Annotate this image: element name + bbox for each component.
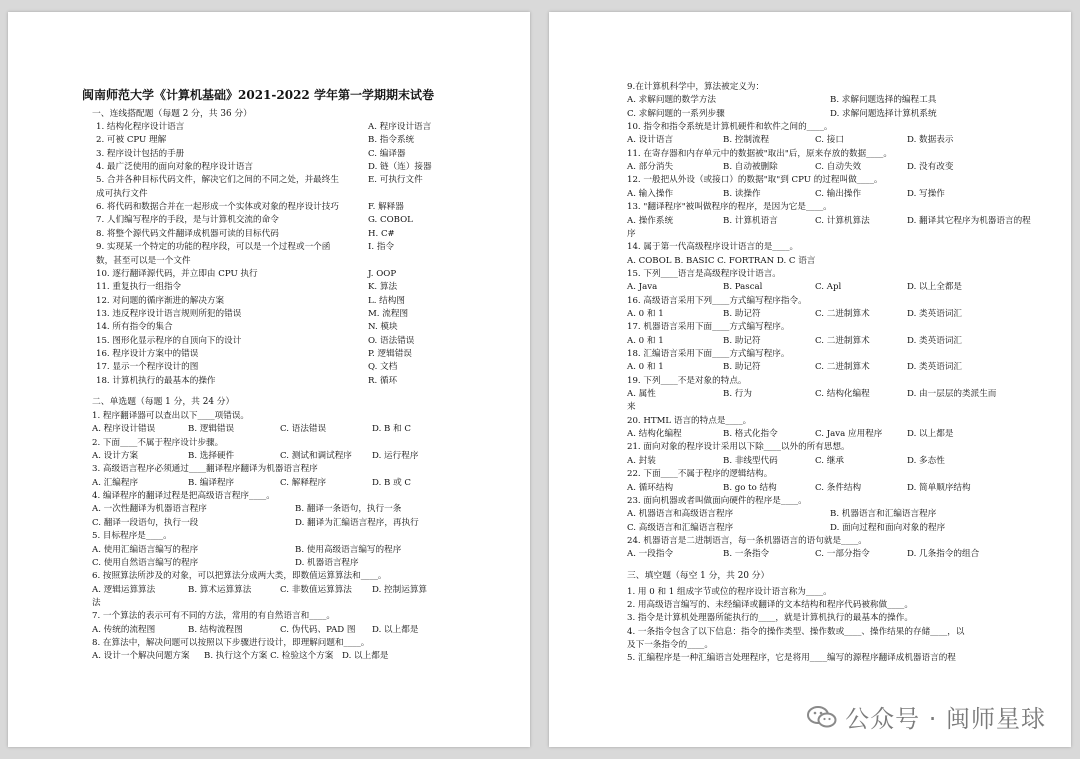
option-text: 12. 一般把从外设（或接口）的数据"取"到 CPU 的过程叫做____。 (627, 175, 883, 186)
option-text: A. 0 和 1 (627, 362, 664, 373)
option-text: C. 语法错误 (280, 424, 327, 435)
option-text: D. 类英语词汇 (907, 335, 963, 346)
matching-item-right: F. 解释器 (368, 202, 404, 213)
option-text: 5. 目标程序是____。 (92, 531, 172, 542)
matching-item-left: 18. 计算机执行的最基本的操作 (96, 375, 216, 386)
option-text: 10. 指令和指令系统是计算机硬件和软件之间的____。 (627, 122, 833, 133)
fill-blank-line: 2. 用高级语言编写的、未经编译或翻译的文本结构和程序代码被称做____。 (627, 599, 913, 610)
matching-item-right: L. 结构图 (368, 295, 405, 306)
matching-item-left: 15. 图形化显示程序的自顶向下的设计 (96, 335, 242, 346)
fill-blank-line: 3. 指令是计算机处理器所能执行的____，就是计算机执行的最基本的操作。 (627, 613, 913, 624)
matching-item-right: I. 指令 (368, 242, 395, 253)
option-text: D. B 和 C (372, 424, 411, 435)
option-text: B. 选择硬件 (188, 451, 235, 462)
option-text: 18. 汇编语言采用下面____方式编写程序。 (627, 349, 790, 359)
option-text: 6. 按照算法所涉及的对象，可以把算法分成两大类，即数值运算算法和____。 (92, 571, 387, 582)
matching-item-left: 14. 所有指令的集合 (96, 322, 173, 333)
option-text: A. 属性 (627, 389, 656, 400)
matching-item-right: H. C# (368, 228, 395, 239)
option-text: D. 以上都是 (342, 651, 389, 662)
option-text: 8. 在算法中，解决问题可以按照以下步骤进行设计，即理解问题和____。 (92, 637, 370, 648)
option-text: D. 运行程序 (372, 451, 419, 462)
option-text: D. 控制运算算 (372, 584, 428, 595)
option-text: C. 结构化编程 (815, 389, 870, 400)
matching-item-left: 13. 违反程序设计语言规则所犯的错误 (96, 308, 242, 319)
option-text: B. 逻辑错误 (188, 424, 235, 435)
option-text: D. 翻译为汇编语言程序，再执行 (295, 517, 419, 528)
matching-item-right: C. 编译器 (368, 148, 406, 159)
matching-item-right: B. 指令系统 (368, 135, 415, 146)
fill-blank-line: 5. 汇编程序是一种汇编语言处理程序，它是将用____编写的源程序翻译成机器语言的程 (627, 653, 956, 664)
option-text: D. 以上全都是 (907, 282, 963, 293)
option-text: D. 面向过程和面向对象的程序 (830, 522, 946, 533)
matching-item-right: A. 程序设计语言 (368, 122, 432, 132)
option-text: C. 二进制算术 (815, 308, 870, 319)
option-text: C. 翻译一段语句，执行一段 (92, 517, 199, 528)
option-text: C. 接口 (815, 135, 844, 146)
section-header-single-choice: 二、单选题（每题 1 分，共 24 分） (92, 397, 235, 407)
matching-item-right: K. 算法 (368, 282, 398, 293)
option-text: B. 助记符 (723, 308, 761, 319)
option-text: B. 助记符 (723, 362, 761, 373)
option-text: A. 循环结构 (627, 482, 674, 493)
option-text: 11. 在寄存器和内存单元中的数据被"取出"后，原来存放的数据____。 (627, 148, 892, 159)
option-text: C. 使用自然语言编写的程序 (92, 557, 199, 568)
option-text: C. 二进制算术 (815, 362, 870, 373)
option-text: A. 求解问题的数学方法 (627, 95, 717, 106)
option-text: 法 (92, 597, 101, 608)
option-text: 24. 机器语言是二进制语言，每一条机器语言的语句就是____。 (627, 535, 867, 546)
option-text: D. 由一层层的类派生而 (907, 389, 997, 400)
option-text: 22. 下面____不属于程序的逻辑结构。 (627, 469, 773, 480)
matching-item-left: 10. 逐行翻译源代码，并立即由 CPU 执行 (96, 268, 258, 279)
option-text: 23. 面向机器或者叫做面向硬件的程序是____。 (627, 495, 807, 506)
option-text: C. 继承 (815, 455, 844, 466)
option-text: 17. 机器语言采用下面____方式编写程序。 (627, 322, 790, 333)
option-text: 20. HTML 语言的特点是____。 (627, 415, 752, 426)
option-text: A. 封装 (627, 455, 656, 466)
option-text: A. 一段指令 (627, 549, 674, 560)
option-text: A. 设计一个解决问题方案 (92, 651, 190, 662)
option-text: C. 测试和调试程序 (280, 451, 352, 462)
option-text: B. 助记符 (723, 335, 761, 346)
option-text: B. 行为 (723, 389, 752, 400)
option-text: B. 编译程序 (188, 477, 235, 488)
option-text: A. 0 和 1 (627, 335, 664, 346)
matching-item-right: M. 流程图 (368, 308, 409, 319)
option-text: C. 非数值运算算法 (280, 584, 352, 595)
matching-item-left: 3. 程序设计包括的手册 (96, 148, 185, 159)
matching-item-right: P. 逻辑错误 (368, 348, 412, 359)
option-text: A. Java (627, 282, 658, 293)
option-text: 1. 程序翻译器可以查出以下____项错误。 (92, 411, 250, 421)
option-text: B. 使用高级语言编写的程序 (295, 544, 402, 555)
option-text: A. 一次性翻译为机器语言程序 (92, 504, 207, 515)
exam-title: 闽南师范大学《计算机基础》2021-2022 学年第一学期期末试卷 (82, 88, 434, 102)
option-text: A. 输入操作 (627, 188, 674, 199)
section-header-fill-blank: 三、填空题（每空 1 分，共 20 分） (627, 570, 770, 581)
option-text: D. 写操作 (907, 188, 945, 199)
option-text: B. 控制流程 (723, 135, 770, 146)
option-text: 9.在计算机科学中，算法被定义为： (627, 82, 765, 92)
option-text: 13. "翻译程序"被叫做程序的程序，是因为它是____。 (627, 202, 832, 213)
option-text: C. 自动失效 (815, 162, 862, 173)
matching-item-left: 5. 合并各种目标代码文件，解决它们之间的不同之处，并最终生 (96, 175, 339, 186)
option-text: D. 以上都是 (372, 624, 419, 635)
matching-item-left: 1. 结构化程序设计语言 (96, 122, 185, 132)
option-text: B. 计算机语言 (723, 215, 778, 226)
option-text: C. 求解问题的一系列步骤 (627, 108, 725, 119)
option-text: D. 几条指令的组合 (907, 549, 980, 560)
option-text: D. 类英语词汇 (907, 308, 963, 319)
option-text: C. 输出操作 (815, 188, 862, 199)
option-text: D. 以上都是 (907, 429, 954, 440)
option-text: 15. 下列____语言是高级程序设计语言。 (627, 268, 781, 279)
option-text: C. Apl (815, 282, 842, 293)
option-text: B. 机器语言和汇编语言程序 (830, 509, 937, 520)
option-text: B. 结构流程图 (188, 624, 243, 635)
option-text: 19. 下列____不是对象的特点。 (627, 375, 747, 386)
exam-page-left (8, 12, 530, 747)
option-text: 2. 下面____不属于程序设计步骤。 (92, 437, 224, 448)
option-text: D. 简单顺序结构 (907, 482, 971, 493)
option-text: C. 解释程序 (280, 477, 327, 488)
option-text: B. go to 结构 (723, 482, 777, 493)
option-text: A. 逻辑运算算法 (92, 584, 156, 595)
option-text: D. 类英语词汇 (907, 362, 963, 373)
option-text: 序 (627, 228, 636, 239)
option-text: C. Java 应用程序 (815, 429, 883, 440)
option-text: A. 设计语言 (627, 135, 674, 146)
option-text: 16. 高级语言采用下列____方式编写程序指令。 (627, 295, 807, 306)
option-text: A. 结构化编程 (627, 429, 682, 440)
fill-blank-line: 及下一条指令的____。 (627, 640, 713, 650)
watermark (807, 699, 1046, 734)
option-text: D. 数据表示 (907, 135, 954, 146)
matching-item-left: 17. 显示一个程序设计的图 (96, 362, 199, 373)
matching-item-right: E. 可执行文件 (368, 175, 423, 186)
option-text: A. 设计方案 (92, 451, 139, 462)
wechat-icon (807, 705, 837, 729)
matching-item-left: 6. 将代码和数据合并在一起形成一个实体或对象的程序设计技巧 (96, 202, 339, 213)
option-text: A. 程序设计错误 (92, 424, 156, 435)
option-text: A. 操作系统 (627, 215, 674, 226)
matching-item-right: R. 循环 (368, 375, 398, 386)
option-text: D. 没有改变 (907, 162, 954, 173)
option-text: B. 非线型代码 (723, 455, 778, 466)
matching-item-left: 7. 人们编写程序的手段，是与计算机交流的命令 (96, 215, 279, 226)
option-text: C. 二进制算术 (815, 335, 870, 346)
fill-blank-line: 1. 用 0 和 1 组成字节或位的程序设计语言称为____。 (627, 586, 832, 597)
matching-item-left: 8. 将整个源代码文件翻译成机器可读的目标代码 (96, 228, 279, 239)
option-text: B. 自动被删除 (723, 162, 778, 173)
matching-item-left: 4. 最广泛使用的面向对象的程序设计语言 (96, 162, 254, 173)
option-text: 3. 高级语言程序必须通过____翻译程序翻译为机器语言程序 (92, 464, 318, 475)
exam-page-right (549, 12, 1071, 747)
option-text: B. 算术运算算法 (188, 584, 252, 595)
option-text: C. 条件结构 (815, 482, 862, 493)
matching-item-left: 2. 可被 CPU 理解 (96, 135, 167, 146)
option-text: D. 求解问题选择计算机系统 (830, 108, 937, 119)
matching-item-right: Q. 文档 (368, 362, 398, 373)
option-text: D. 翻译其它程序为机器语言的程 (907, 215, 1031, 226)
matching-item-right: O. 语法错误 (368, 335, 415, 346)
option-text: 7. 一个算法的表示可有不同的方法，常用的有自然语言和____。 (92, 611, 335, 622)
option-text: B. Pascal (723, 282, 763, 293)
matching-item-left: 16. 程序设计方案中的错误 (96, 348, 199, 359)
fill-blank-line: 4. 一条指令包含了以下信息：指令的操作类型、操作数或____、操作结果的存储____，以 (627, 626, 965, 637)
option-text: B. 执行这个方案 C. 检验这个方案 (204, 651, 334, 662)
option-text: A. 0 和 1 (627, 308, 664, 319)
option-text: A. 汇编程序 (92, 477, 139, 488)
option-text: B. 格式化指令 (723, 429, 778, 440)
option-text: C. 伪代码、PAD 图 (280, 624, 356, 635)
option-text: 21. 面向对象的程序设计采用以下除____以外的所有思想。 (627, 442, 850, 453)
matching-item-right: N. 模块 (368, 322, 398, 333)
option-text: B. 一条指令 (723, 549, 770, 560)
matching-item-right: G. COBOL (368, 215, 413, 226)
option-text: D. 机器语言程序 (295, 557, 359, 568)
matching-item-left: 12. 对问题的循序渐进的解决方案 (96, 295, 225, 306)
option-text: D. 多态性 (907, 455, 945, 466)
matching-item-right: D. 链（连）接器 (368, 162, 432, 173)
option-text: B. 读操作 (723, 188, 761, 199)
option-text: C. 高级语言和汇编语言程序 (627, 522, 734, 533)
option-text: B. 翻译一条语句，执行一条 (295, 504, 402, 515)
option-text: A. 传统的流程图 (92, 624, 156, 635)
matching-item-left: 9. 实现某一个特定的功能的程序段，可以是一个过程或一个函 (96, 242, 331, 253)
option-text: A. COBOL B. BASIC C. FORTRAN D. C 语言 (627, 255, 816, 266)
option-text: A. 机器语言和高级语言程序 (627, 509, 734, 520)
option-text: B. 求解问题选择的编程工具 (830, 95, 937, 106)
matching-item-right: J. OOP (368, 268, 397, 279)
section-header-matching: 一、连线搭配题（每题 2 分，共 36 分） (92, 109, 252, 119)
option-text: A. 部分消失 (627, 162, 674, 173)
option-text: D. B 或 C (372, 477, 411, 488)
matching-item-left: 成可执行文件 (96, 188, 148, 199)
option-text: 4. 编译程序的翻译过程是把高级语言程序____。 (92, 491, 275, 502)
matching-item-left: 数，甚至可以是一个文件 (96, 255, 191, 266)
option-text: C. 一部分指令 (815, 549, 870, 560)
matching-item-left: 11. 重复执行一组指令 (96, 282, 182, 293)
option-text: A. 使用汇编语言编写的程序 (92, 544, 199, 555)
option-text: C. 计算机算法 (815, 215, 870, 226)
watermark-text: 公众号 · 闽师星球 (845, 705, 1046, 733)
option-text: 14. 属于第一代高级程序设计语言的是____。 (627, 242, 799, 253)
option-text: 来 (627, 402, 636, 413)
